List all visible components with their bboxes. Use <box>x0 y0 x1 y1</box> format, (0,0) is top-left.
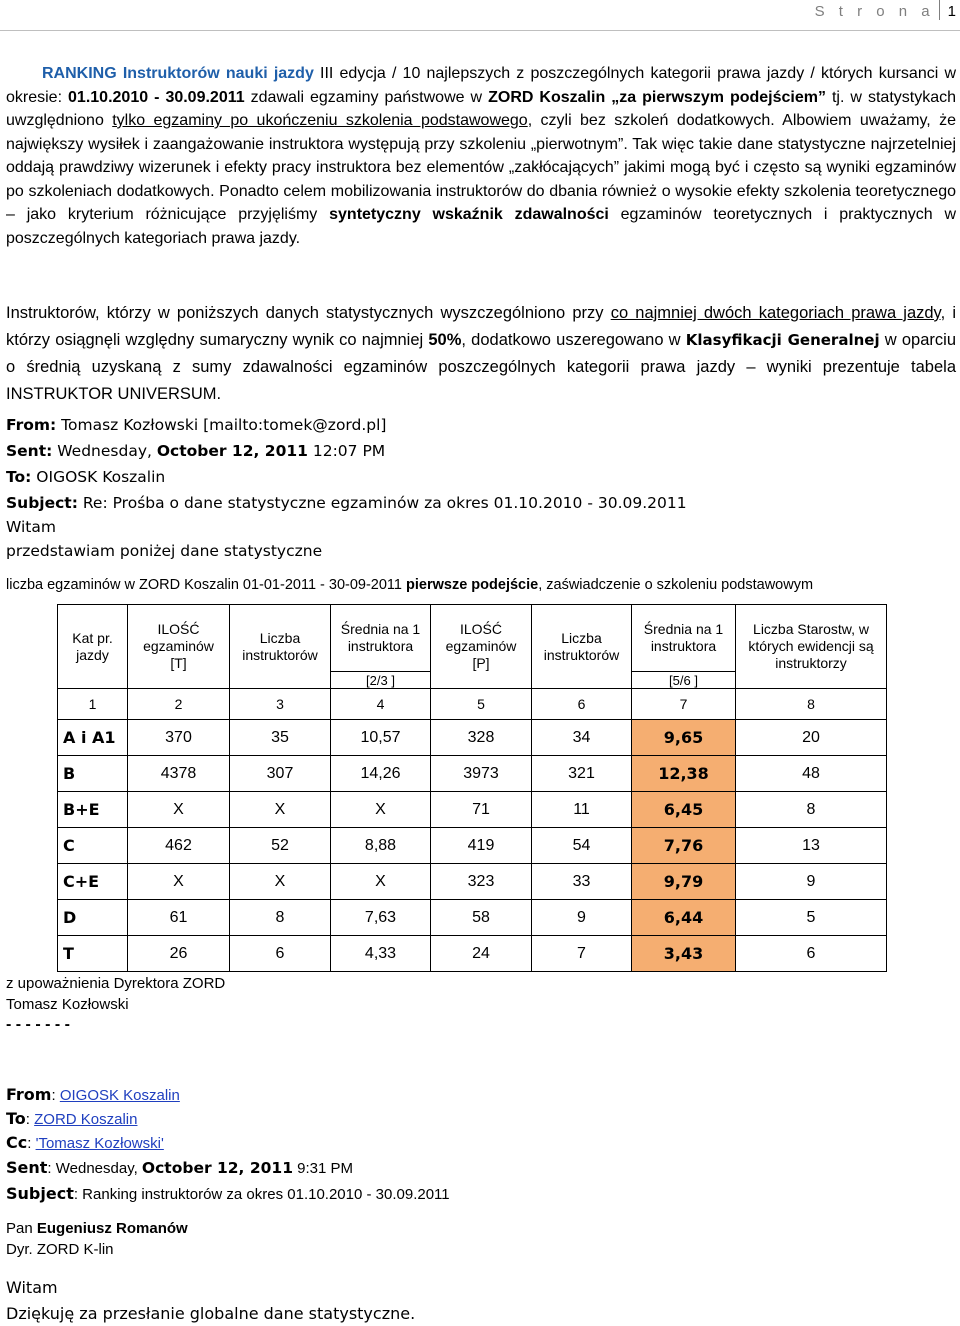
table-cell: 20 <box>736 720 887 756</box>
sent-label: Sent: <box>6 442 53 460</box>
table-cell: X <box>331 864 431 900</box>
email2-cc: Cc: 'Tomasz Kozłowski' <box>6 1133 164 1152</box>
table-cell: 9 <box>736 864 887 900</box>
formula-4: [2/3 ] <box>331 672 431 689</box>
to-label: To: <box>6 468 32 486</box>
to-link[interactable]: ZORD Koszalin <box>34 1111 138 1128</box>
index-cell: 5 <box>431 689 532 720</box>
index-cell: 1 <box>58 689 128 720</box>
table-cell: 33 <box>532 864 632 900</box>
email1-body: przedstawiam poniżej dane statystyczne <box>6 542 323 560</box>
email1-subject <box>6 494 687 512</box>
header-starostw: Liczba Starostw, w których ewidencji są instruktorzy <box>736 605 887 689</box>
index-cell: 4 <box>331 689 431 720</box>
second-text-g: w oparciu o średnią uzyskaną z sumy zdawalności egzaminów poszczególnych kategorii prawa jazdy – wyniki prezentuje tabela INSTRUKTOR UNIVERSUM. <box>6 331 956 403</box>
table-cell: 26 <box>128 936 230 972</box>
average-practical-cell: 6,44 <box>632 900 736 936</box>
subject-label: Subject: <box>6 494 78 512</box>
table-cell: 419 <box>431 828 532 864</box>
formula-7: [5/6 ] <box>632 672 736 689</box>
addressee-name: Eugeniusz Romanów <box>36 1220 188 1237</box>
header-kat: Kat pr. jazdy <box>58 605 128 689</box>
sent-c: 9:31 PM <box>293 1160 354 1177</box>
sent-c: 12:07 PM <box>307 442 386 460</box>
intro-only-exams: tylko egzaminy po ukończeniu szkolenia podstawowego <box>112 112 528 129</box>
email1-from <box>6 416 386 434</box>
sent-b: October 12, 2011 <box>141 1159 293 1177</box>
table-cell: 13 <box>736 828 887 864</box>
to-label: To <box>6 1109 26 1128</box>
table-cell: 7,63 <box>331 900 431 936</box>
email2-dyr: Dyr. ZORD K-lin <box>6 1241 114 1258</box>
table-row <box>58 792 887 828</box>
category-cell: C <box>58 828 128 864</box>
intro-text-3: tj. w statystykach uwzględniono <box>6 88 957 129</box>
to-value: OIGOSK Koszalin <box>31 468 166 486</box>
table-cell: 321 <box>532 756 632 792</box>
table-cell: X <box>128 792 230 828</box>
average-practical-cell: 7,76 <box>632 828 736 864</box>
caption-a: liczba egzaminów w ZORD Koszalin 01-01-2011 - 30-09-2011 <box>6 577 407 593</box>
table-cell: 4,33 <box>331 936 431 972</box>
header-srednia-2: Średnia na 1 instruktora <box>632 605 736 672</box>
table-cell: 370 <box>128 720 230 756</box>
sent-a: : Wednesday, <box>47 1160 142 1177</box>
table-body <box>58 720 887 972</box>
index-cell: 3 <box>230 689 331 720</box>
sent-label: Sent <box>6 1158 48 1177</box>
category-cell: C+E <box>58 864 128 900</box>
table-row <box>58 864 887 900</box>
table-cell: 14,26 <box>331 756 431 792</box>
exam-stats-table <box>57 604 887 972</box>
header-rule <box>0 30 960 31</box>
intro-text-2: zdawali egzaminy państwowe w <box>244 88 489 106</box>
header-liczba-1: Liczba instruktorów <box>230 605 331 689</box>
average-practical-cell: 9,79 <box>632 864 736 900</box>
cc-label: Cc <box>6 1133 28 1152</box>
table-cell: 5 <box>736 900 887 936</box>
klasyfikacja-generalna: Klasyfikacji Generalnej <box>685 331 880 349</box>
table-header-row <box>58 605 887 672</box>
from-label: From <box>6 1085 52 1104</box>
email2-addressee <box>6 1220 188 1237</box>
pan: Pan <box>6 1220 37 1237</box>
subject-label: Subject <box>6 1184 74 1203</box>
header-srednia-1: Średnia na 1 instruktora <box>331 605 431 672</box>
table-cell: 6 <box>230 936 331 972</box>
intro-text-5: egzaminów teoretycznych i praktycznych w poszczególnych kategoriach prawa jazdy. <box>6 206 956 247</box>
table-cell: 8 <box>230 900 331 936</box>
table-cell: 462 <box>128 828 230 864</box>
table-cell: X <box>230 864 331 900</box>
sent-b: October 12, 2011 <box>156 442 308 460</box>
from-label: From: <box>6 416 57 434</box>
intro-zord: ZORD Koszalin <box>488 88 606 106</box>
intro-period: 01.10.2010 - 30.09.2011 <box>68 88 245 106</box>
table-index-row <box>58 689 887 720</box>
average-practical-cell: 6,45 <box>632 792 736 828</box>
table-cell: 52 <box>230 828 331 864</box>
category-cell: B+E <box>58 792 128 828</box>
table-cell: 34 <box>532 720 632 756</box>
average-practical-cell: 12,38 <box>632 756 736 792</box>
second-text-b: co najmniej dwóch kategoriach prawa jazdy <box>610 304 941 322</box>
cc-link[interactable]: 'Tomasz Kozłowski' <box>35 1135 164 1152</box>
second-text-d: 50% <box>428 331 462 349</box>
email2-to: To: ZORD Koszalin <box>6 1109 138 1128</box>
table-cell: X <box>128 864 230 900</box>
header-liczba-2: Liczba instruktorów <box>532 605 632 689</box>
table-cell: 8,88 <box>331 828 431 864</box>
sign-line-2: Tomasz Kozłowski <box>6 996 129 1013</box>
category-cell: A i A1 <box>58 720 128 756</box>
caption-b: pierwsze podejście <box>406 577 539 593</box>
intro-text-1: III edycja / 10 najlepszych z poszczególnych kategorii prawa jazdy / których kursanci w okresie: <box>6 65 956 106</box>
table-cell: 61 <box>128 900 230 936</box>
table-cell: 7 <box>532 936 632 972</box>
table-cell: 35 <box>230 720 331 756</box>
subject-value: Re: Prośba o dane statystyczne egzaminów za okres 01.10.2010 - 30.09.2011 <box>77 494 687 512</box>
table-cell: 58 <box>431 900 532 936</box>
index-cell: 8 <box>736 689 887 720</box>
table-cell: 24 <box>431 936 532 972</box>
subject-value: : Ranking instruktorów za okres 01.10.2010 - 30.09.2011 <box>73 1186 450 1203</box>
page-number: 1 <box>947 3 956 20</box>
table-cell: 328 <box>431 720 532 756</box>
header-ilosc-p: ILOŚĆ egzaminów [P] <box>431 605 532 689</box>
second-text-a: Instruktorów, którzy w poniższych danych statystycznych wyszczególniono przy <box>6 304 611 322</box>
from-value: Tomasz Kozłowski [mailto:tomek@zord.pl] <box>56 416 387 434</box>
email1-greeting: Witam <box>6 518 56 536</box>
email1-sent <box>6 442 385 460</box>
table-row <box>58 936 887 972</box>
header-separator <box>939 0 940 20</box>
table-caption <box>6 577 813 593</box>
table-cell: X <box>331 792 431 828</box>
email2-sent <box>6 1158 353 1177</box>
email2-from: From: OIGOSK Koszalin <box>6 1085 180 1104</box>
table-cell: 10,57 <box>331 720 431 756</box>
sent-a: Wednesday, <box>52 442 157 460</box>
index-cell: 6 <box>532 689 632 720</box>
intro-paragraph <box>6 62 956 250</box>
table-row <box>58 900 887 936</box>
intro-first-try: „za pierwszym podejściem” <box>611 88 826 106</box>
average-practical-cell: 9,65 <box>632 720 736 756</box>
average-practical-cell: 3,43 <box>632 936 736 972</box>
email2-thanks: Dziękuję za przesłanie globalne dane statystyczne. <box>6 1304 416 1323</box>
category-cell: T <box>58 936 128 972</box>
index-cell: 2 <box>128 689 230 720</box>
intro-text-4: , czyli bez szkoleń dodatkowych. Albowiem uważamy, że największy wysiłek i zaangażowanie instruktora występują przy szkoleniu „pierwotnym”. Tak więc takie dane statystyczne najrzetelniej oddają prawdziwy wizerunek i efekty pracy instruktora bez elementów „zakłócających” jakimi mogą być i często są wyniki egzaminów po szkoleniach dodatkowych. Ponadto celem mobilizowania instruktorów do dbania również o wysokie efekty szkolenia teoretycznego – jako kryterium różnicujące przyjęliśmy <box>6 112 957 223</box>
second-paragraph <box>6 300 956 408</box>
strona-label: S t r o n a <box>814 3 935 20</box>
table-cell: 323 <box>431 864 532 900</box>
header-ilosc-t: ILOŚĆ egzaminów [T] <box>128 605 230 689</box>
category-cell: B <box>58 756 128 792</box>
table-cell: 8 <box>736 792 887 828</box>
from-link[interactable]: OIGOSK Koszalin <box>59 1087 180 1104</box>
table-cell: X <box>230 792 331 828</box>
table-cell: 3973 <box>431 756 532 792</box>
table-row <box>58 720 887 756</box>
intro-indicator: syntetyczny wskaźnik zdawalności <box>329 206 609 223</box>
ranking-title: RANKING Instruktorów nauki jazdy <box>42 65 314 82</box>
second-text-e: , dodatkowo uszeregowano w <box>461 331 686 349</box>
index-cell: 7 <box>632 689 736 720</box>
email1-to <box>6 468 165 486</box>
caption-c: , zaświadczenie o szkoleniu podstawowym <box>538 577 814 593</box>
table-row <box>58 756 887 792</box>
category-cell: D <box>58 900 128 936</box>
table-cell: 71 <box>431 792 532 828</box>
table-cell: 54 <box>532 828 632 864</box>
email2-greeting: Witam <box>6 1278 58 1297</box>
table-cell: 11 <box>532 792 632 828</box>
table-row <box>58 828 887 864</box>
table-cell: 6 <box>736 936 887 972</box>
table-cell: 9 <box>532 900 632 936</box>
sign-line-1: z upoważnienia Dyrektora ZORD <box>6 975 226 992</box>
table-cell: 307 <box>230 756 331 792</box>
page-header <box>815 0 956 20</box>
sign-dashes: - - - - - - - <box>6 1016 70 1033</box>
table-cell: 48 <box>736 756 887 792</box>
table-cell: 4378 <box>128 756 230 792</box>
email2-subject <box>6 1184 450 1203</box>
second-text-c: , i którzy osiągnęli względny sumaryczny wynik co najmniej <box>6 304 956 349</box>
